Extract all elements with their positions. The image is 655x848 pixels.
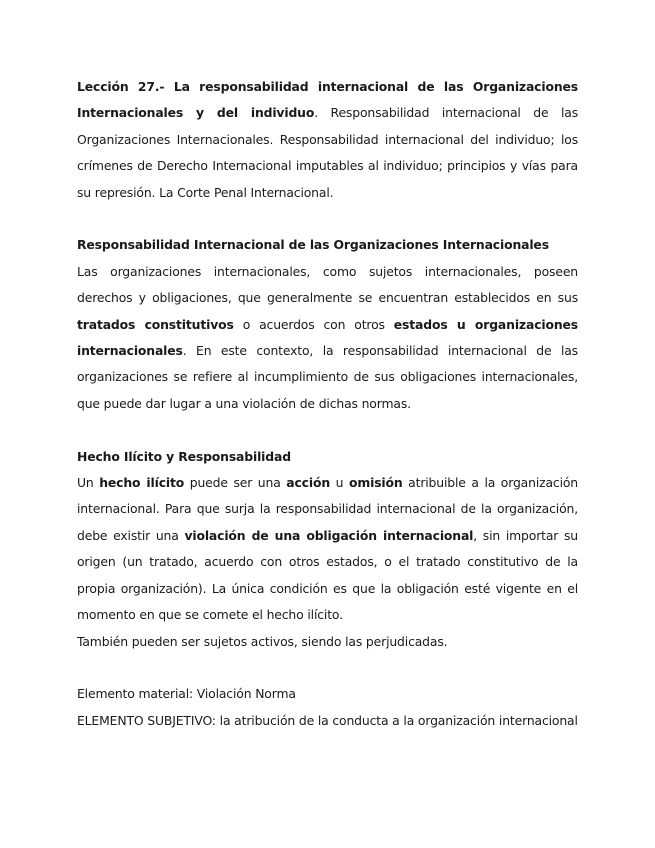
lesson-summary: . Responsabilidad internacional de las Organizaciones Internacionales. Responsabilidad internacional del individuo; los crímenes de Derecho Internacional imputables al individuo; principios y vías para su represión. La Corte Penal Internacional.: [77, 105, 578, 200]
lesson-intro-paragraph: [77, 74, 578, 206]
section-paragraph-responsabilidad: Las organizaciones internacionales, como sujetos internacionales, poseen derechos y obligaciones, que generalmente se encuentran establecidos en sus tratados constitutivos o acuerdos con otros estados u organizaciones internacionales. En este contexto, la responsabilidad internacional de las organizaciones se refiere al incumplimiento de sus obligaciones internacionales, que puede dar lugar a una violación de dichas normas.: [77, 263, 578, 411]
lesson-title: Lección 27.- La responsabilidad internacional de las Organizaciones Internacionales y del individuo: [77, 79, 578, 121]
section-note: También pueden ser sujetos activos, siendo las perjudicadas.: [77, 633, 448, 649]
bold-term-tratados: tratados constitutivos: [77, 316, 234, 332]
section-paragraph-hecho-ilicito: Un hecho ilícito puede ser una acción u omisión atribuible a la organización internacional. Para que surja la responsabilidad internacional de la organización, debe existir una violación de una obligación internacional, sin importar su origen (un tratado, acuerdo con otros estados, o el tratado constitutivo de la propia organización). La única condición es que la obligación esté vigente en el momento en que se comete el hecho ilícito.: [77, 475, 578, 623]
document-page: [77, 74, 578, 734]
spacer: [77, 206, 578, 232]
bold-term-hecho-ilicito: hecho ilícito: [99, 475, 185, 491]
bold-term-omision: omisión: [348, 475, 403, 491]
bold-term-violacion: violación de una obligación internacional: [184, 527, 474, 543]
bold-term-accion: acción: [286, 475, 331, 491]
spacer: [77, 655, 578, 681]
element-subjective-line: ELEMENTO SUBJETIVO: la atribución de la conducta a la organización internacional: [77, 712, 578, 728]
section-heading-responsabilidad: Responsabilidad Internacional de las Organizaciones Internacionales: [77, 237, 549, 253]
bold-term-estados: estados u organizaciones internacionales: [77, 316, 578, 359]
element-material-line: Elemento material: Violación Norma: [77, 686, 296, 702]
spacer: [77, 417, 578, 443]
section-heading-hecho-ilicito: Hecho Ilícito y Responsabilidad: [77, 448, 291, 464]
